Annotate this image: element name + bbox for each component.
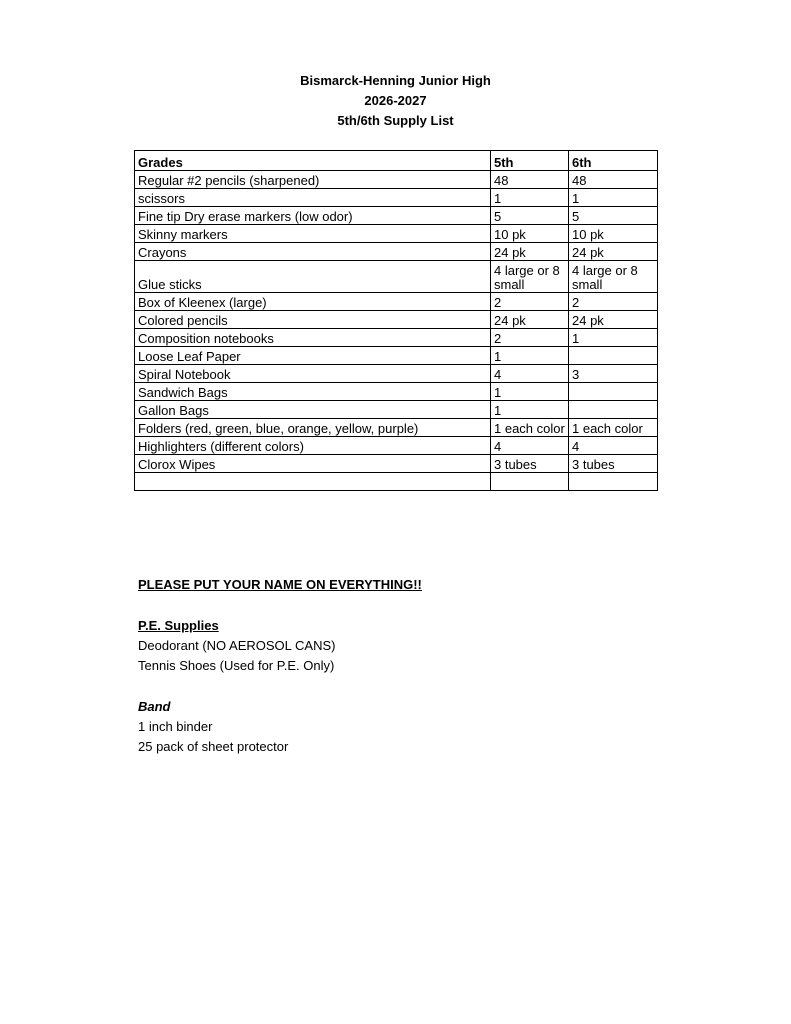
table-row: [135, 189, 658, 207]
grade-5th-cell: 4 large or 8 small: [491, 261, 569, 293]
grade-5th-cell: 4: [491, 365, 569, 383]
name-notice: PLEASE PUT YOUR NAME ON EVERYTHING!!: [138, 577, 422, 592]
grade-5th-cell: 1 each color: [491, 419, 569, 437]
grade-6th-cell: 3: [569, 365, 658, 383]
grade-5th-cell: 4: [491, 437, 569, 455]
grade-5th-cell: 24 pk: [491, 311, 569, 329]
item-name-cell: Crayons: [135, 243, 491, 261]
grade-5th-cell: 48: [491, 171, 569, 189]
grade-6th-cell: [569, 401, 658, 419]
grade-6th-cell: 5: [569, 207, 658, 225]
grade-6th-cell: 24 pk: [569, 243, 658, 261]
grade-5th-cell: 5: [491, 207, 569, 225]
table-row: [135, 207, 658, 225]
table-header-row: [135, 151, 658, 171]
column-header-6th: 6th: [569, 151, 658, 171]
item-name-cell: Regular #2 pencils (sharpened): [135, 171, 491, 189]
item-name-cell: Clorox Wipes: [135, 455, 491, 473]
table-row: [135, 243, 658, 261]
table-row: [135, 419, 658, 437]
table-row: [135, 261, 658, 293]
band-heading: Band: [138, 699, 171, 714]
grade-5th-cell: 2: [491, 293, 569, 311]
table-row: [135, 365, 658, 383]
grade-6th-cell: [569, 473, 658, 491]
table-row: [135, 401, 658, 419]
notes-section: [138, 575, 422, 757]
table-row: [135, 473, 658, 491]
item-name-cell: Gallon Bags: [135, 401, 491, 419]
grade-6th-cell: 48: [569, 171, 658, 189]
grade-6th-cell: 4 large or 8 small: [569, 261, 658, 293]
document-header: [0, 71, 791, 131]
item-name-cell: Box of Kleenex (large): [135, 293, 491, 311]
table-row: [135, 455, 658, 473]
band-item: 25 pack of sheet protector: [138, 739, 289, 754]
grade-5th-cell: 3 tubes: [491, 455, 569, 473]
table-row: [135, 347, 658, 365]
grade-6th-cell: 3 tubes: [569, 455, 658, 473]
table-row: [135, 437, 658, 455]
item-name-cell: Composition notebooks: [135, 329, 491, 347]
item-name-cell: Sandwich Bags: [135, 383, 491, 401]
item-name-cell: Colored pencils: [135, 311, 491, 329]
item-name-cell: Folders (red, green, blue, orange, yellow, purple): [135, 419, 491, 437]
band-item: 1 inch binder: [138, 719, 213, 734]
grade-5th-cell: 2: [491, 329, 569, 347]
school-name: Bismarck-Henning Junior High: [300, 73, 491, 88]
item-name-cell: Highlighters (different colors): [135, 437, 491, 455]
item-name-cell: Skinny markers: [135, 225, 491, 243]
grade-6th-cell: [569, 383, 658, 401]
grade-6th-cell: 24 pk: [569, 311, 658, 329]
grade-5th-cell: 24 pk: [491, 243, 569, 261]
table-row: [135, 311, 658, 329]
item-name-cell: Loose Leaf Paper: [135, 347, 491, 365]
column-header-grades: Grades: [135, 151, 491, 171]
table-row: [135, 171, 658, 189]
grade-6th-cell: 2: [569, 293, 658, 311]
item-name-cell: scissors: [135, 189, 491, 207]
grade-6th-cell: 1: [569, 329, 658, 347]
school-year: 2026-2027: [364, 93, 427, 108]
table-row: [135, 329, 658, 347]
grade-5th-cell: 1: [491, 189, 569, 207]
grade-6th-cell: 1 each color: [569, 419, 658, 437]
item-name-cell: [135, 473, 491, 491]
grade-5th-cell: 1: [491, 383, 569, 401]
grade-6th-cell: [569, 347, 658, 365]
item-name-cell: Glue sticks: [135, 261, 491, 293]
grade-5th-cell: [491, 473, 569, 491]
table-row: [135, 225, 658, 243]
table-row: [135, 293, 658, 311]
item-name-cell: Spiral Notebook: [135, 365, 491, 383]
pe-item: Tennis Shoes (Used for P.E. Only): [138, 658, 335, 673]
grade-5th-cell: 10 pk: [491, 225, 569, 243]
grade-5th-cell: 1: [491, 401, 569, 419]
list-title: 5th/6th Supply List: [337, 113, 454, 128]
supply-table: [134, 150, 658, 491]
grade-6th-cell: 10 pk: [569, 225, 658, 243]
grade-5th-cell: 1: [491, 347, 569, 365]
pe-item: Deodorant (NO AEROSOL CANS): [138, 638, 336, 653]
grade-6th-cell: 1: [569, 189, 658, 207]
table-row: [135, 383, 658, 401]
column-header-5th: 5th: [491, 151, 569, 171]
grade-6th-cell: 4: [569, 437, 658, 455]
item-name-cell: Fine tip Dry erase markers (low odor): [135, 207, 491, 225]
pe-heading: P.E. Supplies: [138, 618, 219, 633]
